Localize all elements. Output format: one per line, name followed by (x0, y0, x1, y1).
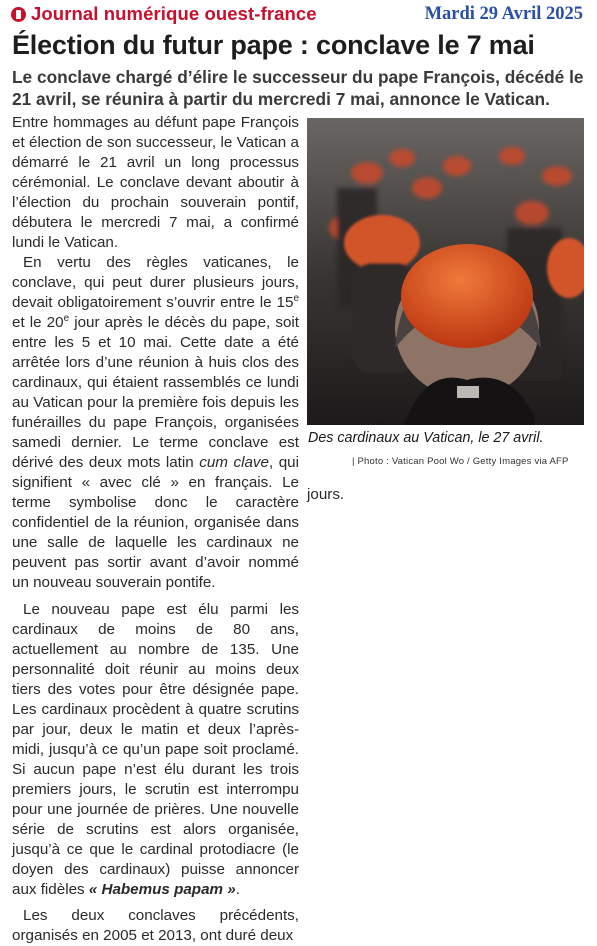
article-headline: Élection du futur pape : conclave le 7 mai (12, 30, 535, 60)
paragraph-3: Le nouveau pape est élu parmi les cardinaux de moins de 80 ans, actuellement au nombre de 135. Une personnalité doit réunir au moins deux tiers des votes pour être désignée pape. Les cardinaux procèdent à quatre scrutins par jour, deux le matin et deux l’après-midi, jusqu’à ce qu’un pape soit proclamé. Si aucun pape n’est élu durant les trois premiers jours, le scrutin est interrompu pour une journée de prières. Une nouvelle série de scrutins est alors organisée, jusqu’à ce que le cardinal protodiacre (le doyen des cardinaux) puisse annoncer aux fidèles « Habemus papam ». (12, 601, 299, 898)
paragraph-4-cont: jours. (307, 486, 345, 503)
photo-credit: | Photo : Vatican Pool Wo / Getty Images via AFP (352, 456, 569, 467)
latin-term: cum clave (199, 454, 269, 471)
article-lead: Le conclave chargé d’élire le successeur du pape François, décédé le 21 avril, se réunira à partir du mercredi 7 mai, annonce le Vatican. (12, 67, 584, 109)
cardinals-illustration (307, 118, 584, 425)
publication-name: Journal numérique ouest-france (31, 3, 317, 24)
paragraph-2-part-1: En vertu des règles vaticanes, le conclave, qui peut durer plusieurs jours, devait obligatoirement s’ouvrir entre le 15e et le 20e jour après le décès du pape, soit entre les 5 et 10 mai. Cette date a été arrêtée lors d’une réunion à huis clos des cardinaux, qui étaient rassemblés ce lundi au Vatican pour la première fois depuis les funérailles du pape François, organisées samedi dernier. Le terme conclave est dérivé des deux mots latin cum clave, qui signifient « avec clé » en français. Le terme symbolise donc le caractère confidentiel de la réunion, organisée dans une salle de laquelle les cardinaux ne peuvent pas sortir avant d’avoir nommé un nouveau souverain pontife. (12, 254, 299, 591)
issue-date: Mardi 29 Avril 2025 (424, 4, 583, 24)
paragraph-1: Entre hommages au défunt pape François et élection de son successeur, le Vatican a démarré le 21 avril un long processus cérémonial. Le conclave devant aboutir à l’élection du prochain souverain pontif, débutera le mercredi 7 mai, a confirmé lundi le Vatican. (12, 114, 299, 251)
habemus-papam-quote: « Habemus papam » (88, 881, 236, 898)
body-column-right (307, 485, 584, 505)
ouest-france-logo-icon (11, 7, 26, 22)
cardinals-photo (307, 118, 584, 425)
masthead (0, 0, 597, 30)
body-column-left (12, 113, 299, 946)
photo-caption: Des cardinaux au Vatican, le 27 avril. (308, 430, 544, 446)
paragraph-4: Les deux conclaves précédents, organisés en 2005 et 2013, ont duré deux (12, 907, 299, 944)
